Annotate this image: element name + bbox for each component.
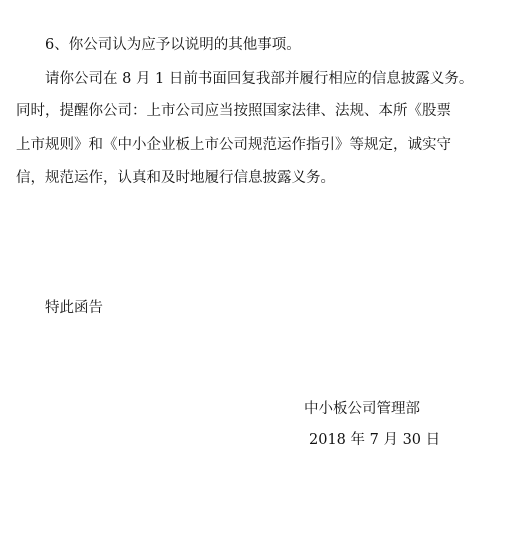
reminder-line-1: 同时，提醒你公司：上市公司应当按照国家法律、法规、本所《股票 xyxy=(16,103,451,119)
reminder-line-2: 上市规则》和《中小企业板上市公司规范运作指引》等规定，诚实守 xyxy=(16,137,451,153)
reply-request-text: 请你公司在 8 月 1 日前书面回复我部并履行相应的信息披露义务。 xyxy=(45,71,474,87)
reminder-line-3: 信，规范运作，认真和及时地履行信息披露义务。 xyxy=(16,170,335,186)
signature-date: 2018 年 7 月 30 日 xyxy=(309,432,441,448)
item-6-text: 6、你公司认为应予以说明的其他事项。 xyxy=(45,37,301,53)
closing-phrase: 特此函告 xyxy=(45,300,103,316)
signature-department: 中小板公司管理部 xyxy=(304,401,420,417)
